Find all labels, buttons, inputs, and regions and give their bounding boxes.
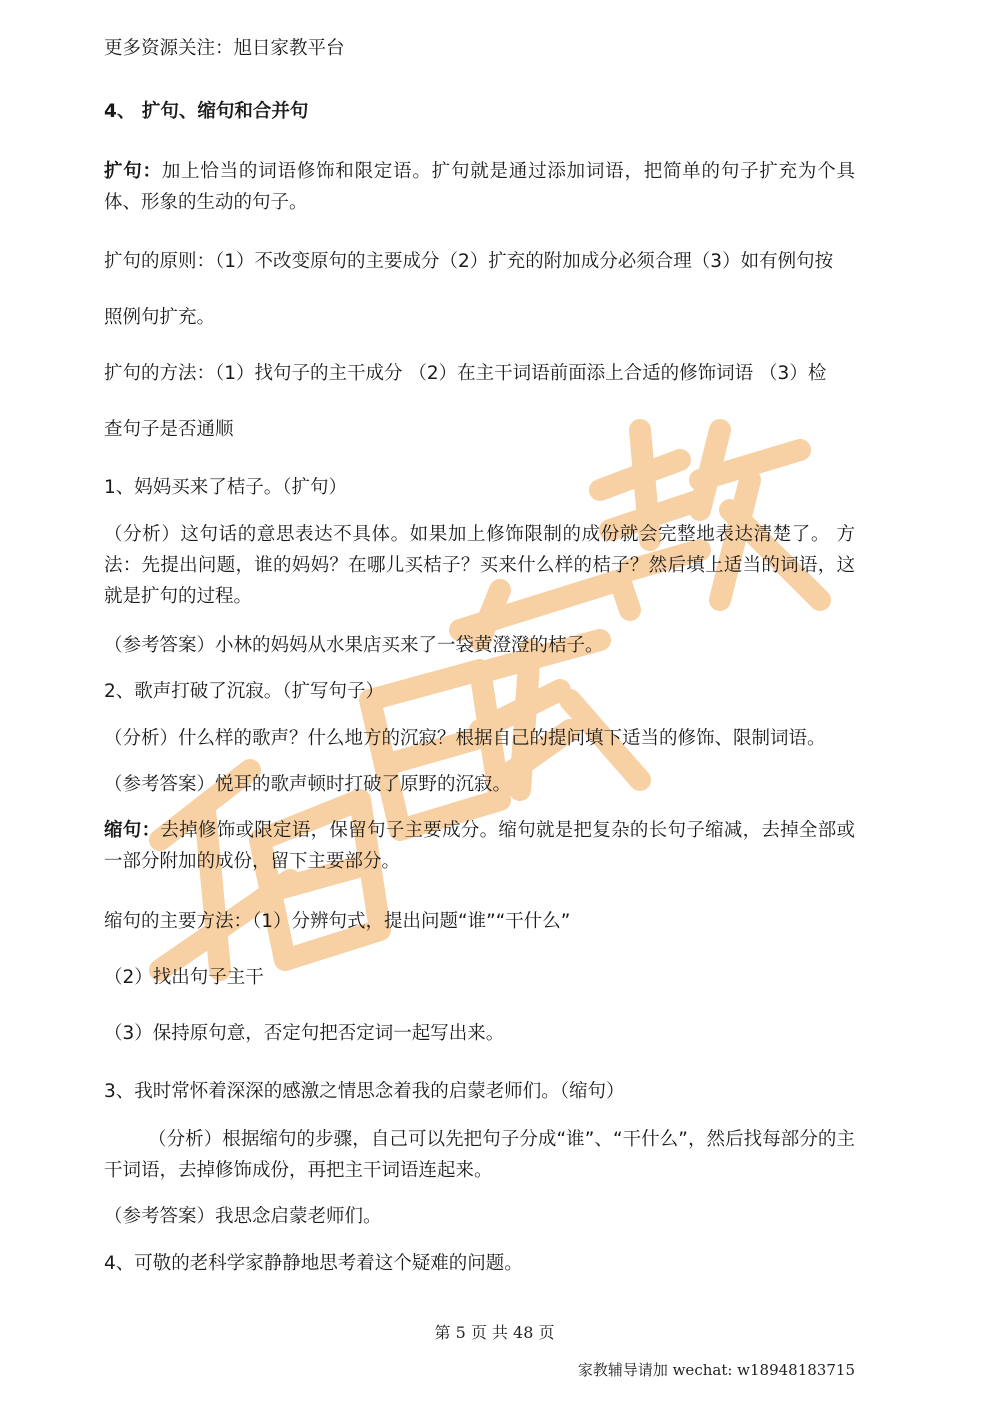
kuoju-methods-line1: 扩句的方法：（1）找句子的主干成分 （2）在主干词语前面添上合适的修饰词语 （3）检 (104, 363, 827, 384)
suoju-definition-text: 去掉修饰或限定语，保留句子主要成分。缩句就是把复杂的长句子缩减，去掉全部或一部分附加的成份，留下主要部分。 (104, 820, 855, 872)
example4-question: 4、可敬的老科学家静静地思考着这个疑难的问题。 (104, 1253, 523, 1274)
suoju-method3: （3）保持原句意，否定句把否定词一起写出来。 (104, 1023, 505, 1044)
suoju-method1: 缩句的主要方法：（1）分辨句式，提出问题“谁”“干什么” (104, 911, 571, 932)
example2-answer: （参考答案）悦耳的歌声顿时打破了原野的沉寂。 (104, 774, 512, 795)
page-number: 第 5 页 共 48 页 (434, 1323, 555, 1342)
kuoju-principles-line1: 扩句的原则：（1）不改变原句的主要成分（2）扩充的附加成分必须合理（3）如有例句按 (104, 251, 834, 272)
suoju-term: 缩句： (104, 820, 161, 841)
kuoju-definition-text: 加上恰当的词语修饰和限定语。扩句就是通过添加词语，把简单的句子扩充为个具体、形象的生动的句子。 (104, 161, 855, 213)
kuoju-term: 扩句： (104, 161, 162, 182)
example2-analysis: （分析）什么样的歌声？什么地方的沉寂？根据自己的提问填下适当的修饰、限制词语。 (104, 728, 826, 749)
example1-answer: （参考答案）小林的妈妈从水果店买来了一袋黄澄澄的桔子。 (104, 635, 604, 656)
example3-analysis: （分析）根据缩句的步骤，自己可以先把句子分成“谁”、“干什么”，然后找每部分的主干词语，去掉修饰成份，再把主干词语连起来。 (104, 1129, 855, 1181)
contact-note: 家教辅导请加 wechat: w18948183715 (577, 1361, 855, 1379)
kuoju-methods-line2: 查句子是否通顺 (104, 419, 234, 440)
example3-question: 3、我时常怀着深深的感激之情思念着我的启蒙老师们。（缩句） (104, 1081, 625, 1102)
example3-answer: （参考答案）我思念启蒙老师们。 (104, 1206, 382, 1227)
example1-analysis: （分析）这句话的意思表达不具体。如果加上修饰限制的成份就会完整地表达清楚了。 方法：先提出问题，谁的妈妈？在哪儿买桔子？买来什么样的桔子？然后填上适当的词语，这就是扩句的过程。 (104, 524, 855, 607)
kuoju-principles-line2: 照例句扩充。 (104, 307, 216, 328)
example2-question: 2、歌声打破了沉寂。（扩写句子） (104, 681, 385, 702)
header-resource-note: 更多资源关注：旭日家教平台 (104, 38, 345, 59)
example1-question: 1、妈妈买来了桔子。（扩句） (104, 477, 348, 498)
suoju-method2: （2）找出句子主干 (104, 967, 264, 988)
section-title: 4、 扩句、缩句和合并句 (104, 101, 309, 122)
kuoju-definition (104, 156, 855, 218)
suoju-definition (104, 815, 855, 877)
